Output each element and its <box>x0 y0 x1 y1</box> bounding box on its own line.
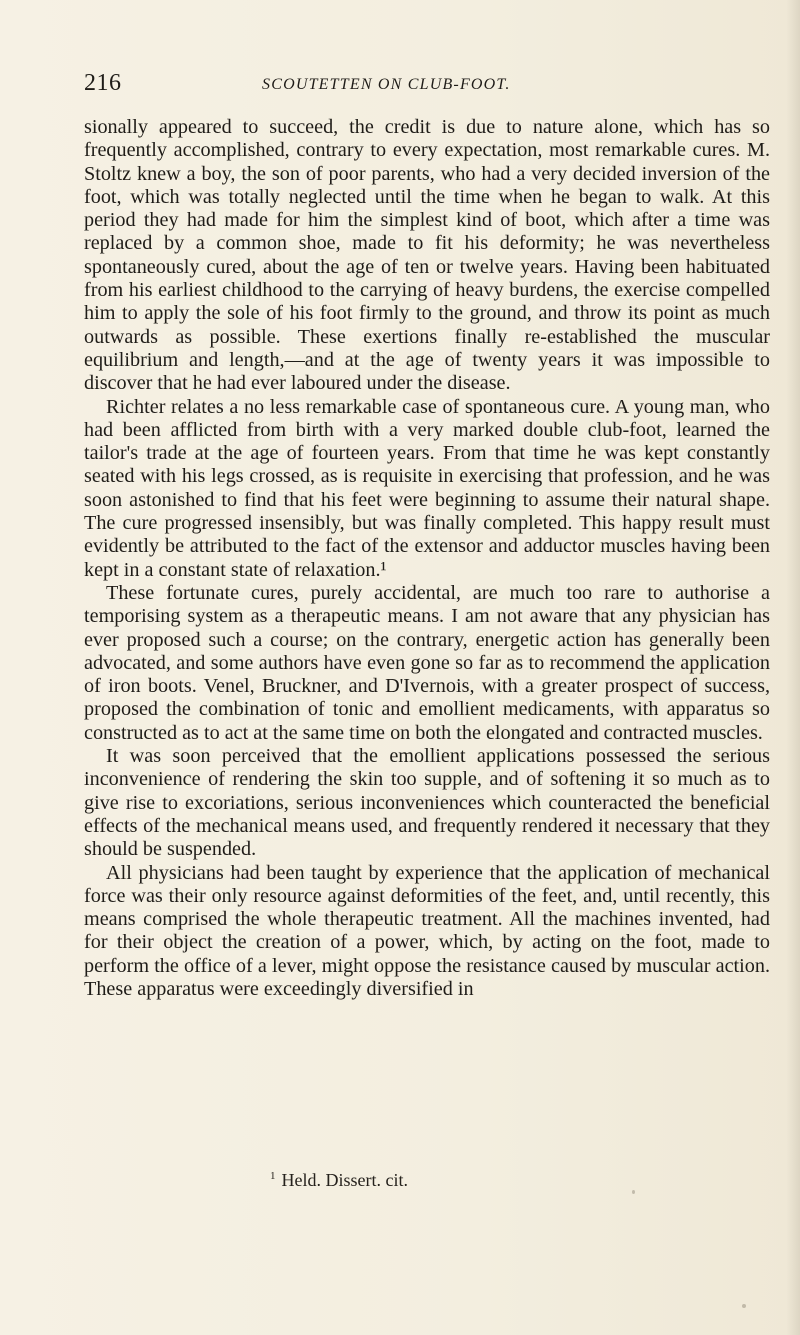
footnote-text: Held. Dissert. cit. <box>281 1170 408 1190</box>
paragraph-4: It was soon perceived that the emollient applications possessed the serious inconvenience of rendering the skin too supple, and of softening it so much as to give rise to excoriations, serious inconveniences which counteracted the beneficial effects of the mechanical means used, and frequently rendered it necessary that they should be suspended. <box>84 745 770 861</box>
running-title: SCOUTETTEN ON CLUB-FOOT. <box>262 76 511 93</box>
paper-speck <box>632 1190 635 1194</box>
footnote-marker: 1 <box>270 1170 276 1182</box>
paragraph-3: These fortunate cures, purely accidental, are much too rare to authorise a temporising system as a therapeutic means. I am not aware that any physician has ever proposed such a course; on the contrary, energetic action has generally been advocated, and some authors have even gone so far as to recommend the application of iron boots. Venel, Bruckner, and D'Ivernois, with a greater prospect of success, proposed the combination of tonic and emollient medicaments, with apparatus so constructed as to act at the same time on both the elongated and contracted muscles. <box>84 581 770 744</box>
footnote <box>270 1170 408 1191</box>
body-text <box>84 116 770 1001</box>
page-header <box>84 70 734 100</box>
paper-speck <box>742 1304 746 1308</box>
paragraph-1: sionally appeared to succeed, the credit is due to nature alone, which has so frequently accomplished, contrary to every expectation, most remarkable cures. M. Stoltz knew a boy, the son of poor parents, who had a very decided inversion of the foot, which was totally neglected until the time when he began to walk. At this period they had made for him the simplest kind of boot, which after a time was replaced by a common shoe, made to fit his deformity; he was nevertheless spontaneously cured, about the age of ten or twelve years. Having been habituated from his earliest childhood to the carrying of heavy burdens, the exercise compelled him to apply the sole of his foot firmly to the ground, and throw its point as much outwards as possible. These exertions finally re-established the muscular equilibrium and length,—and at the age of twenty years it was impossible to discover that he had ever laboured under the disease. <box>84 116 770 395</box>
paragraph-2: Richter relates a no less remarkable case of spontaneous cure. A young man, who had been afflicted from birth with a very marked double club-foot, learned the tailor's trade at the age of fourteen years. From that time he was kept constantly seated with his legs crossed, as is requisite in exercising that profession, and he was soon astonished to find that his feet were beginning to assume their natural shape. The cure progressed insensibly, but was finally completed. This happy result must evidently be attributed to the fact of the extensor and adductor muscles having been kept in a constant state of relaxation.¹ <box>84 395 770 581</box>
page-edge-shadow <box>786 0 800 1335</box>
paragraph-5: All physicians had been taught by experience that the application of mechanical force was their only resource against deformities of the feet, and, until recently, this means comprised the whole therapeutic treatment. All the machines invented, had for their object the creation of a power, which, by acting on the foot, made to perform the office of a lever, might oppose the resistance caused by muscular action. These apparatus were exceedingly diversified in <box>84 861 770 1000</box>
page-number: 216 <box>84 70 122 96</box>
